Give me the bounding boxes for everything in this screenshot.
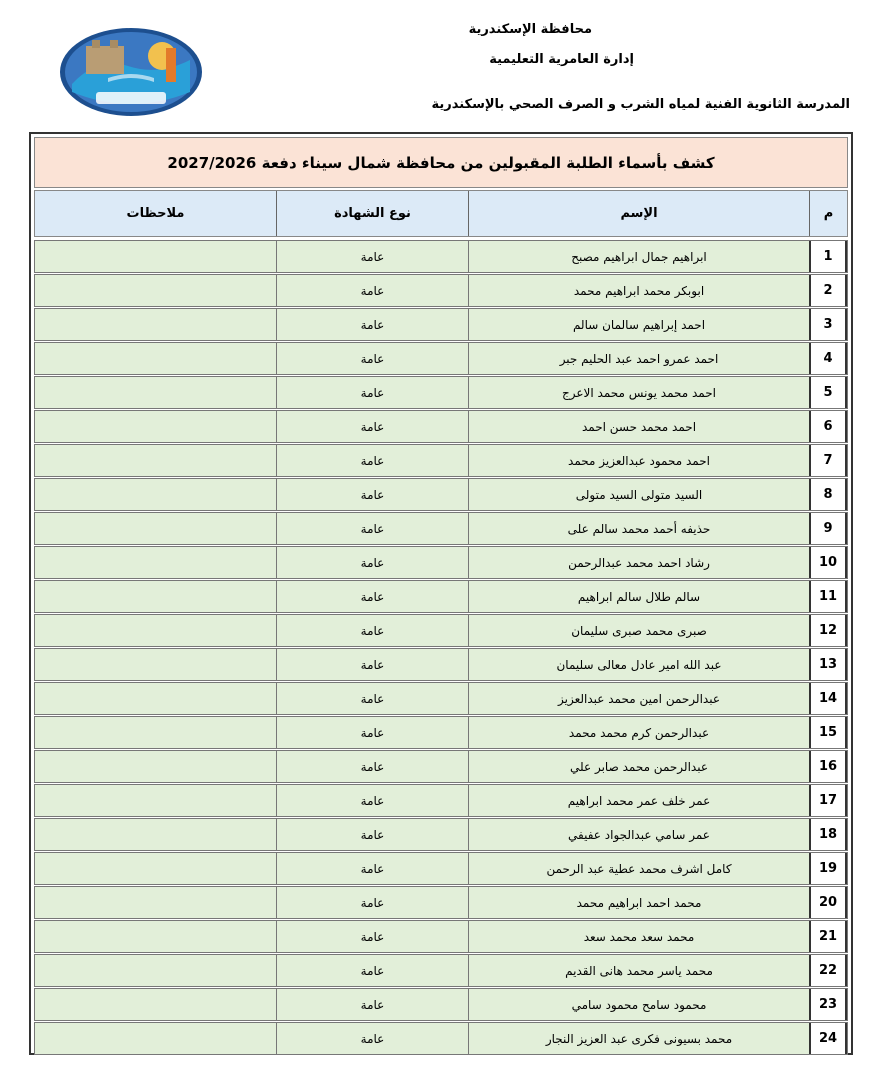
notes-cell bbox=[35, 955, 276, 986]
table-row bbox=[34, 240, 848, 273]
certificate-type: عامة bbox=[276, 615, 468, 646]
table-row bbox=[34, 274, 848, 307]
header-notes: ملاحظات bbox=[126, 206, 185, 221]
notes-cell bbox=[35, 1023, 276, 1054]
table-row bbox=[34, 784, 848, 817]
certificate-type: عامة bbox=[276, 717, 468, 748]
row-number: 20 bbox=[809, 887, 847, 918]
notes-cell bbox=[35, 547, 276, 578]
header-name: الإسم bbox=[468, 191, 809, 236]
row-number: 21 bbox=[809, 921, 847, 952]
row-number: 14 bbox=[809, 683, 847, 714]
student-name: حذيفه أحمد محمد سالم على bbox=[468, 513, 809, 544]
table-row bbox=[34, 308, 848, 341]
student-name: محمد ياسر محمد هانى القديم bbox=[468, 955, 809, 986]
student-name: كامل اشرف محمد عطية عبد الرحمن bbox=[468, 853, 809, 884]
table-row bbox=[34, 342, 848, 375]
table-row bbox=[34, 920, 848, 953]
header-certificate-type: نوع الشهادة bbox=[276, 191, 468, 236]
table-row bbox=[34, 988, 848, 1021]
row-number: 23 bbox=[809, 989, 847, 1020]
row-number: 17 bbox=[809, 785, 847, 816]
table-row bbox=[34, 648, 848, 681]
certificate-type: عامة bbox=[276, 479, 468, 510]
row-number: 16 bbox=[809, 751, 847, 782]
table-row bbox=[34, 376, 848, 409]
student-name: سالم طلال سالم ابراهيم bbox=[468, 581, 809, 612]
notes-cell bbox=[35, 853, 276, 884]
row-number: 6 bbox=[809, 411, 847, 442]
student-name: احمد محمد حسن احمد bbox=[468, 411, 809, 442]
row-number: 22 bbox=[809, 955, 847, 986]
student-name: محمد سعد محمد سعد bbox=[468, 921, 809, 952]
notes-cell bbox=[35, 343, 276, 374]
student-name: عبدالرحمن امين محمد عبدالعزيز bbox=[468, 683, 809, 714]
notes-cell bbox=[35, 615, 276, 646]
notes-cell bbox=[35, 241, 276, 272]
certificate-type: عامة bbox=[276, 853, 468, 884]
student-name: رشاد احمد محمد عبدالرحمن bbox=[468, 547, 809, 578]
notes-cell bbox=[35, 921, 276, 952]
certificate-type: عامة bbox=[276, 411, 468, 442]
certificate-type: عامة bbox=[276, 445, 468, 476]
administration-name: إدارة العامرية التعليمية bbox=[489, 52, 634, 67]
student-name: عبد الله امير عادل معالى سليمان bbox=[468, 649, 809, 680]
table-row bbox=[34, 886, 848, 919]
table-row bbox=[34, 1022, 848, 1055]
row-number: 8 bbox=[809, 479, 847, 510]
notes-cell bbox=[35, 751, 276, 782]
certificate-type: عامة bbox=[276, 683, 468, 714]
certificate-type: عامة bbox=[276, 649, 468, 680]
table-row bbox=[34, 580, 848, 613]
notes-cell bbox=[35, 275, 276, 306]
row-number: 12 bbox=[809, 615, 847, 646]
notes-cell bbox=[35, 683, 276, 714]
table-row bbox=[34, 818, 848, 851]
student-name: ابراهيم جمال ابراهيم مصبح bbox=[468, 241, 809, 272]
notes-cell bbox=[35, 717, 276, 748]
table-row bbox=[34, 614, 848, 647]
notes-cell bbox=[35, 309, 276, 340]
table-row bbox=[34, 512, 848, 545]
row-number: 3 bbox=[809, 309, 847, 340]
certificate-type: عامة bbox=[276, 955, 468, 986]
school-name: المدرسة الثانوية الفنية لمياه الشرب و الصرف الصحي بالإسكندرية bbox=[431, 97, 850, 112]
student-name: محمد احمد ابراهيم محمد bbox=[468, 887, 809, 918]
row-number: 9 bbox=[809, 513, 847, 544]
table-row bbox=[34, 954, 848, 987]
governorate-name: محافظة الإسكندرية bbox=[468, 22, 592, 37]
table-row bbox=[34, 546, 848, 579]
certificate-type: عامة bbox=[276, 751, 468, 782]
certificate-type: عامة bbox=[276, 921, 468, 952]
certificate-type: عامة bbox=[276, 989, 468, 1020]
student-name: ابوبكر محمد ابراهيم محمد bbox=[468, 275, 809, 306]
notes-cell bbox=[35, 887, 276, 918]
row-number: 4 bbox=[809, 343, 847, 374]
table-row bbox=[34, 716, 848, 749]
row-number: 7 bbox=[809, 445, 847, 476]
student-name: احمد محمود عبدالعزيز محمد bbox=[468, 445, 809, 476]
notes-cell bbox=[35, 649, 276, 680]
certificate-type: عامة bbox=[276, 581, 468, 612]
certificate-type: عامة bbox=[276, 887, 468, 918]
notes-cell bbox=[35, 513, 276, 544]
students-table bbox=[29, 132, 853, 1055]
certificate-type: عامة bbox=[276, 1023, 468, 1054]
table-row bbox=[34, 750, 848, 783]
table-row bbox=[34, 682, 848, 715]
student-name: احمد إبراهيم سالمان سالم bbox=[468, 309, 809, 340]
row-number: 11 bbox=[809, 581, 847, 612]
table-row bbox=[34, 478, 848, 511]
student-name: صبرى محمد صبرى سليمان bbox=[468, 615, 809, 646]
table-title: كشف بأسماء الطلبة المقبولين من محافظة شمال سيناء دفعة 2027/2026 bbox=[34, 137, 848, 188]
row-number: 1 bbox=[809, 241, 847, 272]
certificate-type: عامة bbox=[276, 241, 468, 272]
notes-cell bbox=[35, 377, 276, 408]
table-body bbox=[34, 240, 848, 1056]
notes-cell bbox=[35, 445, 276, 476]
student-name: احمد عمرو احمد عبد الحليم جبر bbox=[468, 343, 809, 374]
school-logo bbox=[58, 26, 204, 118]
certificate-type: عامة bbox=[276, 819, 468, 850]
row-number: 24 bbox=[809, 1023, 847, 1054]
student-name: عبدالرحمن كرم محمد محمد bbox=[468, 717, 809, 748]
certificate-type: عامة bbox=[276, 513, 468, 544]
student-name: عبدالرحمن محمد صابر علي bbox=[468, 751, 809, 782]
row-number: 10 bbox=[809, 547, 847, 578]
certificate-type: عامة bbox=[276, 275, 468, 306]
student-name: محمود سامح محمود سامي bbox=[468, 989, 809, 1020]
student-name: احمد محمد يونس محمد الاعرج bbox=[468, 377, 809, 408]
notes-cell bbox=[35, 989, 276, 1020]
row-number: 2 bbox=[809, 275, 847, 306]
header-num: م bbox=[809, 191, 847, 236]
notes-cell bbox=[35, 785, 276, 816]
table-row bbox=[34, 852, 848, 885]
notes-cell bbox=[35, 819, 276, 850]
row-number: 13 bbox=[809, 649, 847, 680]
row-number: 5 bbox=[809, 377, 847, 408]
notes-cell bbox=[35, 581, 276, 612]
table-row bbox=[34, 444, 848, 477]
certificate-type: عامة bbox=[276, 343, 468, 374]
notes-cell bbox=[35, 479, 276, 510]
student-name: السيد متولى السيد متولى bbox=[468, 479, 809, 510]
table-row bbox=[34, 410, 848, 443]
certificate-type: عامة bbox=[276, 785, 468, 816]
row-number: 15 bbox=[809, 717, 847, 748]
certificate-type: عامة bbox=[276, 377, 468, 408]
row-number: 19 bbox=[809, 853, 847, 884]
student-name: عمر سامي عبدالجواد عفيفي bbox=[468, 819, 809, 850]
notes-cell bbox=[35, 411, 276, 442]
student-name: عمر خلف عمر محمد ابراهيم bbox=[468, 785, 809, 816]
certificate-type: عامة bbox=[276, 309, 468, 340]
row-number: 18 bbox=[809, 819, 847, 850]
table-header bbox=[34, 190, 848, 237]
student-name: محمد بسيونى فكرى عبد العزيز النجار bbox=[468, 1023, 809, 1054]
certificate-type: عامة bbox=[276, 547, 468, 578]
